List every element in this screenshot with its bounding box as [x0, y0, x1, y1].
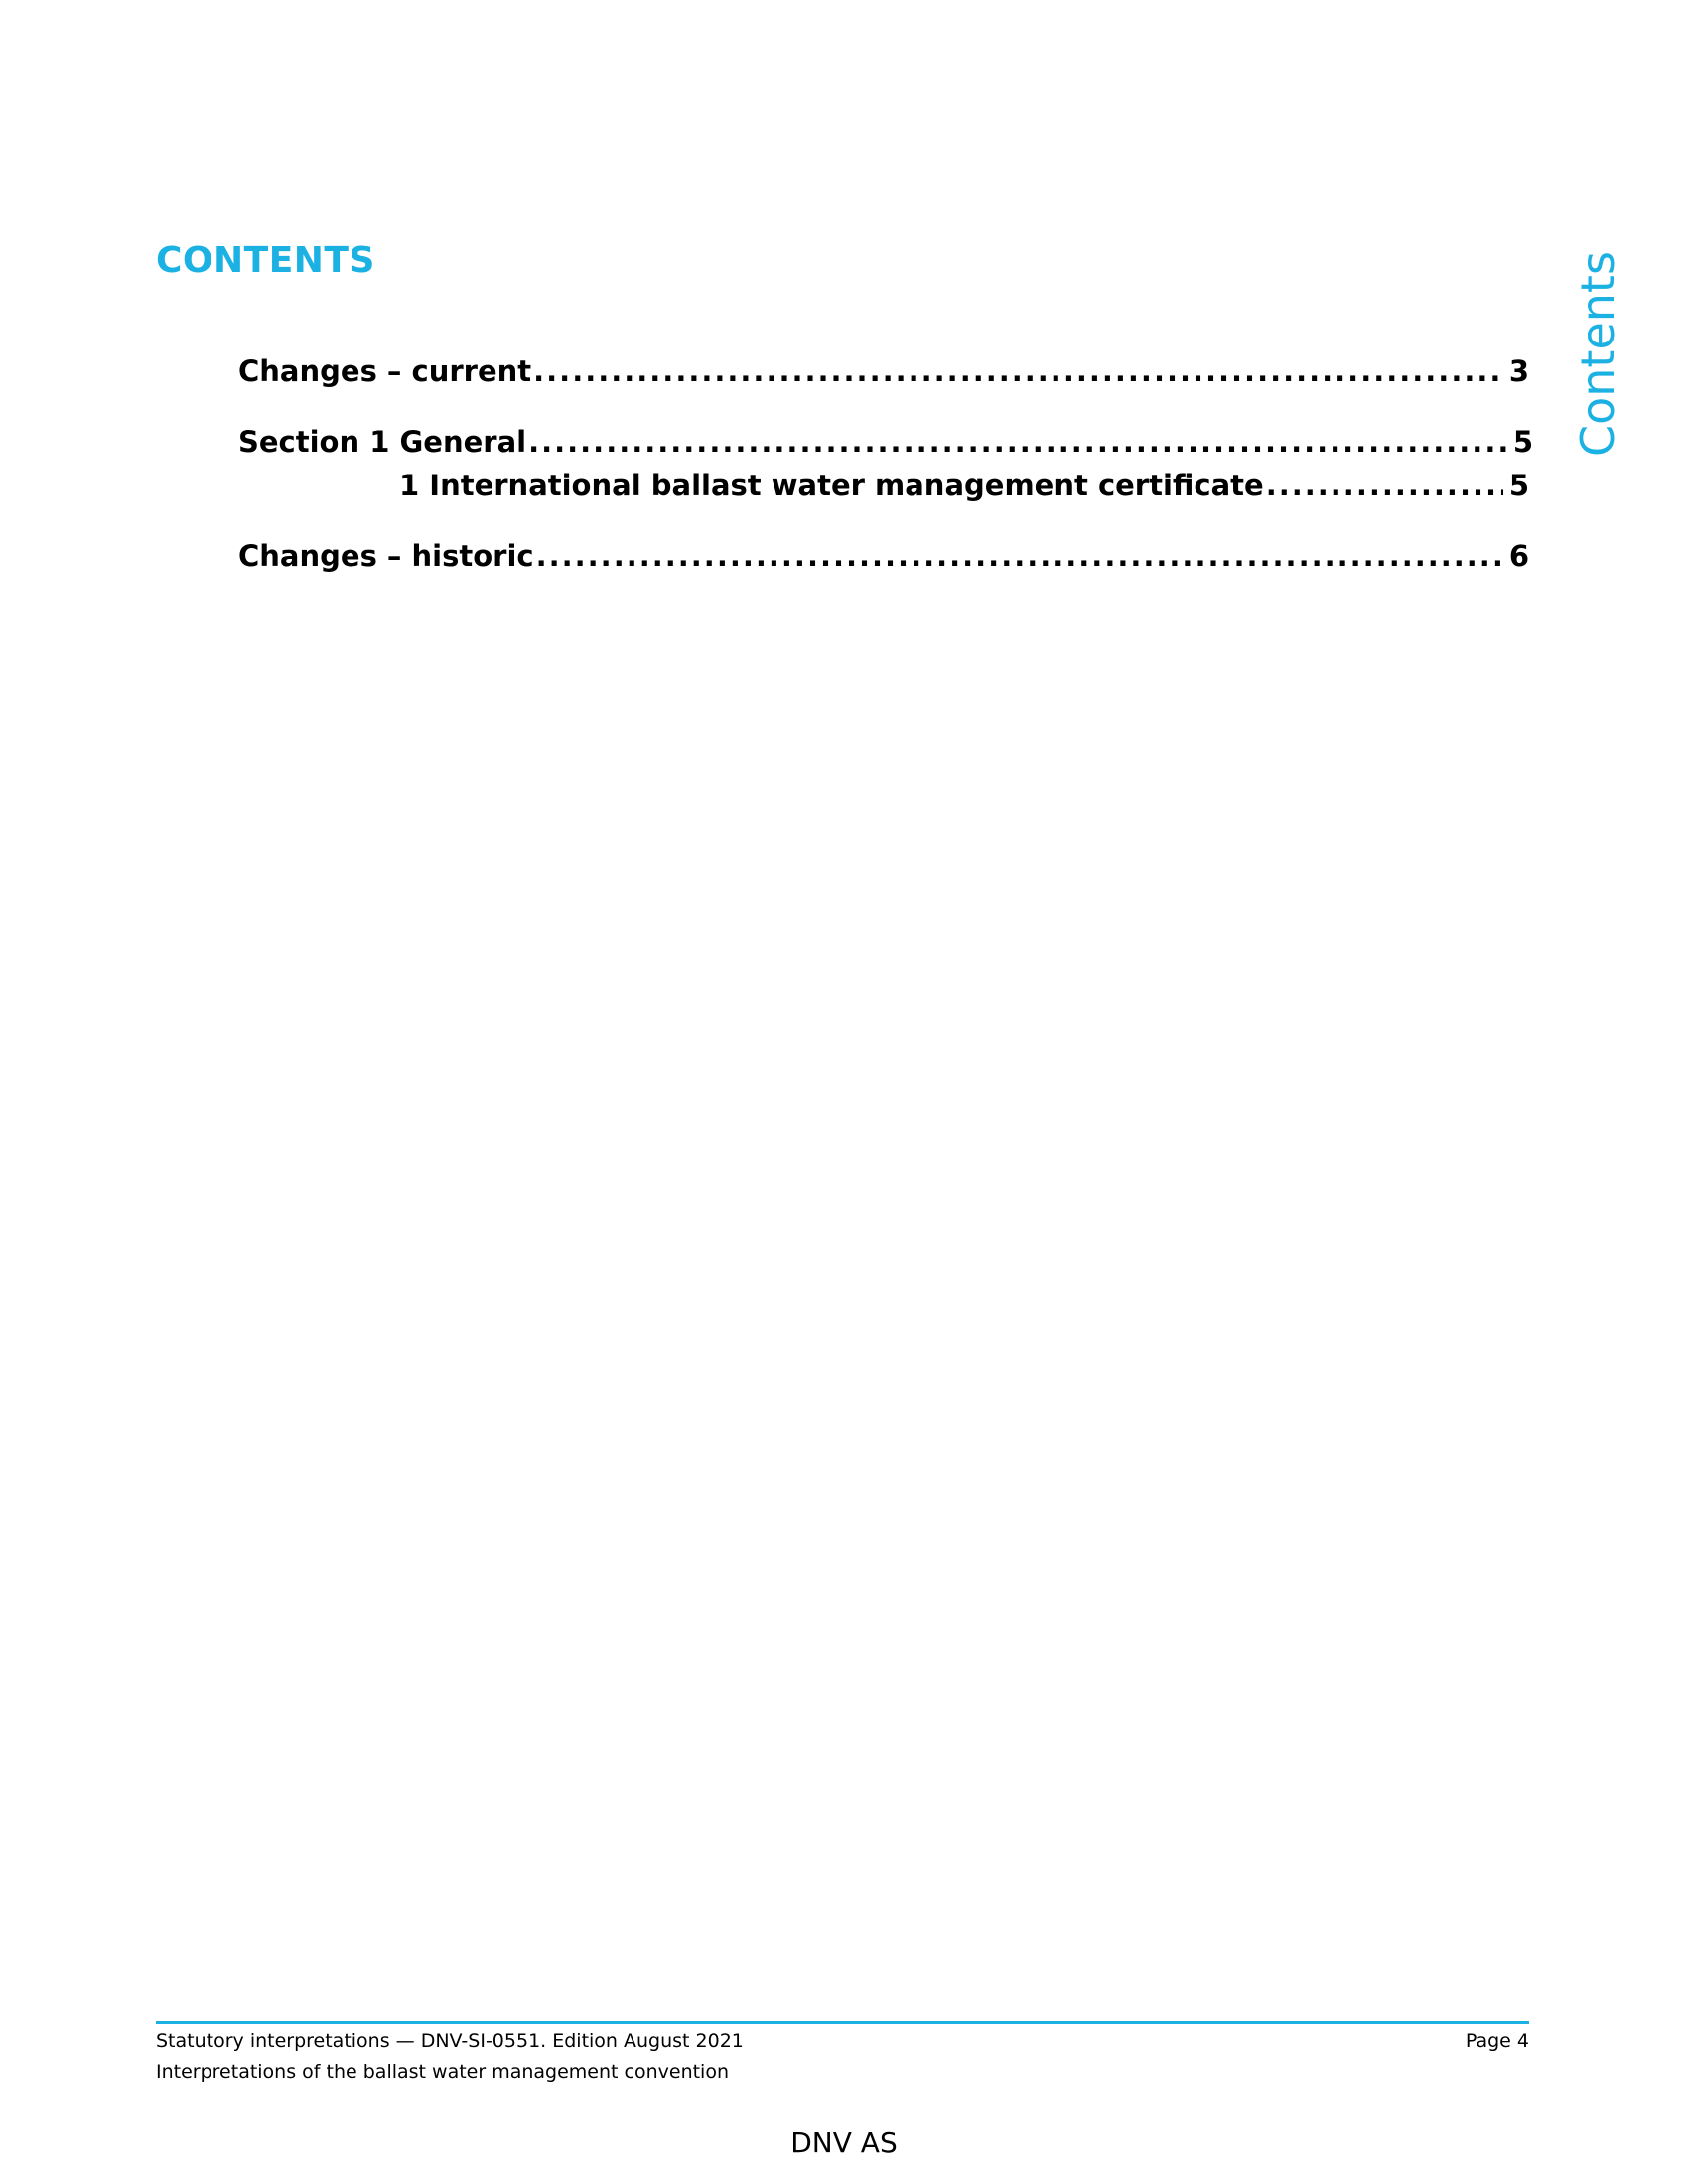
toc-entry-subsection-1[interactable]	[238, 464, 1529, 507]
toc-entry-page: 5	[1512, 425, 1533, 459]
toc-entry-title: Section 1 General	[238, 425, 527, 459]
toc-entry-page: 5	[1508, 469, 1529, 502]
footer-publisher: DNV AS	[790, 2126, 898, 2159]
toc-entry-page: 3	[1508, 354, 1529, 388]
toc-dot-leader	[528, 420, 1507, 464]
toc-dot-leader	[533, 349, 1503, 393]
footer-document-subtitle: Interpretations of the ballast water management convention	[156, 2061, 730, 2083]
footer-divider	[156, 2021, 1529, 2024]
toc-entry-section-1[interactable]	[238, 420, 1533, 464]
toc-entry-title: Changes – current	[238, 354, 532, 388]
toc-dot-leader	[536, 534, 1503, 578]
toc-entry-changes-current[interactable]	[238, 349, 1529, 393]
toc-entry-title: Changes – historic	[238, 539, 534, 573]
toc-entry-title: 1 International ballast water management certificate	[399, 469, 1264, 502]
page-heading: CONTENTS	[156, 240, 375, 281]
side-tab-label: Contents	[1571, 251, 1624, 457]
table-of-contents	[238, 349, 1533, 578]
toc-dot-leader	[1266, 464, 1503, 507]
toc-entry-changes-historic[interactable]	[238, 534, 1529, 578]
footer-page-number: Page 4	[1465, 2030, 1529, 2052]
toc-entry-page: 6	[1508, 539, 1529, 573]
footer-document-title: Statutory interpretations — DNV-SI-0551. Edition August 2021	[156, 2030, 744, 2052]
